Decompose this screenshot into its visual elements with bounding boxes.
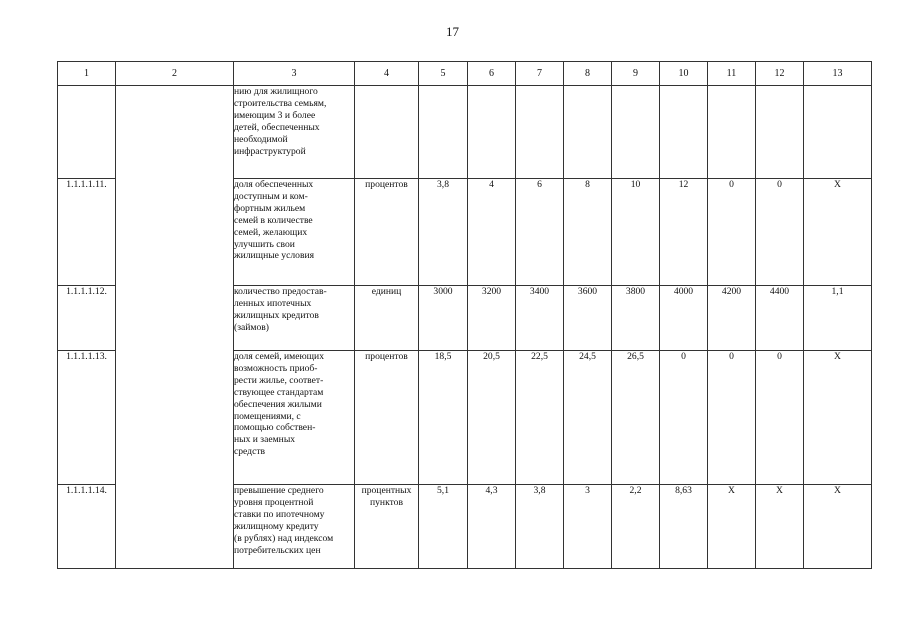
- name-line: (займов): [234, 321, 269, 333]
- column-header: 9: [612, 62, 660, 86]
- unit-line: единиц: [371, 286, 402, 297]
- value-cell: 0: [756, 179, 804, 286]
- indicators-table: [57, 61, 872, 569]
- value-cell: 4,3: [468, 485, 516, 569]
- name-line: детей, обеспеченных: [234, 121, 320, 133]
- column-header: 12: [756, 62, 804, 86]
- value-cell: 0: [708, 179, 756, 286]
- name-line: ствующее стандартам: [234, 386, 324, 398]
- value-cell: 4200: [708, 286, 756, 351]
- name-line: помещениями, с: [234, 410, 301, 422]
- unit-line: процентов: [365, 351, 408, 362]
- column-header: 3: [234, 62, 355, 86]
- name-line: строительства семьям,: [234, 97, 327, 109]
- unit-line: процентов: [365, 179, 408, 190]
- merged-empty-cell: [116, 86, 234, 569]
- value-cell: Х: [708, 485, 756, 569]
- value-cell: 20,5: [468, 351, 516, 485]
- name-line: инфраструктурой: [234, 145, 306, 157]
- name-line: имеющим 3 и более: [234, 109, 316, 121]
- indicator-code-cell: [58, 86, 116, 179]
- name-line: обеспечения жилыми: [234, 398, 322, 410]
- value-cell: Х: [804, 485, 872, 569]
- name-line: ставки по ипотечному: [234, 508, 325, 520]
- name-line: (в рублях) над индексом: [234, 532, 334, 544]
- value-cell: 4000: [660, 286, 708, 351]
- name-line: доступным и ком-: [234, 190, 308, 202]
- name-line: жилищные условия: [234, 250, 315, 262]
- unit-cell: [355, 286, 419, 351]
- value-cell: 1,1: [804, 286, 872, 351]
- name-line: количество предостав-: [234, 286, 327, 297]
- value-cell: 24,5: [564, 351, 612, 485]
- column-header: 11: [708, 62, 756, 86]
- unit-line: процентных: [361, 485, 412, 496]
- name-line: средств: [234, 446, 266, 458]
- unit-cell: [355, 179, 419, 286]
- indicator-code-cell: 1.1.1.1.13.: [58, 351, 116, 485]
- value-cell: 0: [756, 351, 804, 485]
- value-cell: 0: [708, 351, 756, 485]
- name-line: уровня процентной: [234, 496, 314, 508]
- column-header: 5: [419, 62, 468, 86]
- value-cell: 4400: [756, 286, 804, 351]
- name-line: ных и заемных: [234, 434, 296, 446]
- column-header: 8: [564, 62, 612, 86]
- value-cell: 3,8: [516, 485, 564, 569]
- value-cell: 8,63: [660, 485, 708, 569]
- value-cell: 6: [516, 179, 564, 286]
- value-cell: 2,2: [612, 485, 660, 569]
- indicator-name-cell: [234, 485, 355, 569]
- unit-line: пунктов: [370, 496, 403, 508]
- value-cell: 18,5: [419, 351, 468, 485]
- value-cell: 3400: [516, 286, 564, 351]
- header-row: [58, 62, 872, 86]
- value-cell: Х: [756, 485, 804, 569]
- name-line: жилищному кредиту: [234, 520, 319, 532]
- indicator-name-cell: [234, 286, 355, 351]
- name-line: семей в количестве: [234, 214, 313, 226]
- name-line: улучшить свои: [234, 238, 295, 250]
- value-cell: Х: [804, 179, 872, 286]
- name-line: доля обеспеченных: [234, 179, 314, 190]
- indicator-code-cell: 1.1.1.1.14.: [58, 485, 116, 569]
- value-cell: 8: [564, 179, 612, 286]
- column-header: 10: [660, 62, 708, 86]
- indicator-name-cell: [234, 179, 355, 286]
- name-line: помощью собствен-: [234, 422, 316, 434]
- name-line: жилищных кредитов: [234, 309, 319, 321]
- indicator-code-cell: 1.1.1.1.12.: [58, 286, 116, 351]
- name-line: потребительских цен: [234, 544, 321, 556]
- name-line: фортным жильем: [234, 202, 306, 214]
- name-line: возможность приоб-: [234, 362, 318, 374]
- column-header: 4: [355, 62, 419, 86]
- name-line: ленных ипотечных: [234, 297, 312, 309]
- page-number: 17: [446, 24, 459, 39]
- table-row: [58, 86, 872, 179]
- value-cell: 10: [612, 179, 660, 286]
- value-cell: 3800: [612, 286, 660, 351]
- column-header: 13: [804, 62, 872, 86]
- column-header: 6: [468, 62, 516, 86]
- name-line: превышение среднего: [234, 485, 324, 496]
- unit-cell: [355, 485, 419, 569]
- indicator-name-cell: [234, 86, 355, 179]
- value-cell: 3200: [468, 286, 516, 351]
- value-cell: 12: [660, 179, 708, 286]
- unit-cell: [355, 351, 419, 485]
- name-line: семей, желающих: [234, 226, 308, 238]
- value-cell: 0: [660, 351, 708, 485]
- column-header: 7: [516, 62, 564, 86]
- name-line: необходимой: [234, 133, 288, 145]
- value-cell: 26,5: [612, 351, 660, 485]
- value-cell: 3600: [564, 286, 612, 351]
- name-line: рести жилье, соответ-: [234, 374, 324, 386]
- indicator-code-cell: 1.1.1.1.11.: [58, 179, 116, 286]
- column-header: 2: [116, 62, 234, 86]
- value-cell: 3: [564, 485, 612, 569]
- value-cell: 4: [468, 179, 516, 286]
- name-line: нию для жилищного: [234, 86, 318, 97]
- value-cell: 3,8: [419, 179, 468, 286]
- indicator-name-cell: [234, 351, 355, 485]
- value-cell: Х: [804, 351, 872, 485]
- value-cell: 3000: [419, 286, 468, 351]
- value-cell: 22,5: [516, 351, 564, 485]
- name-line: доля семей, имеющих: [234, 351, 324, 362]
- value-cell: 5,1: [419, 485, 468, 569]
- column-header: 1: [58, 62, 116, 86]
